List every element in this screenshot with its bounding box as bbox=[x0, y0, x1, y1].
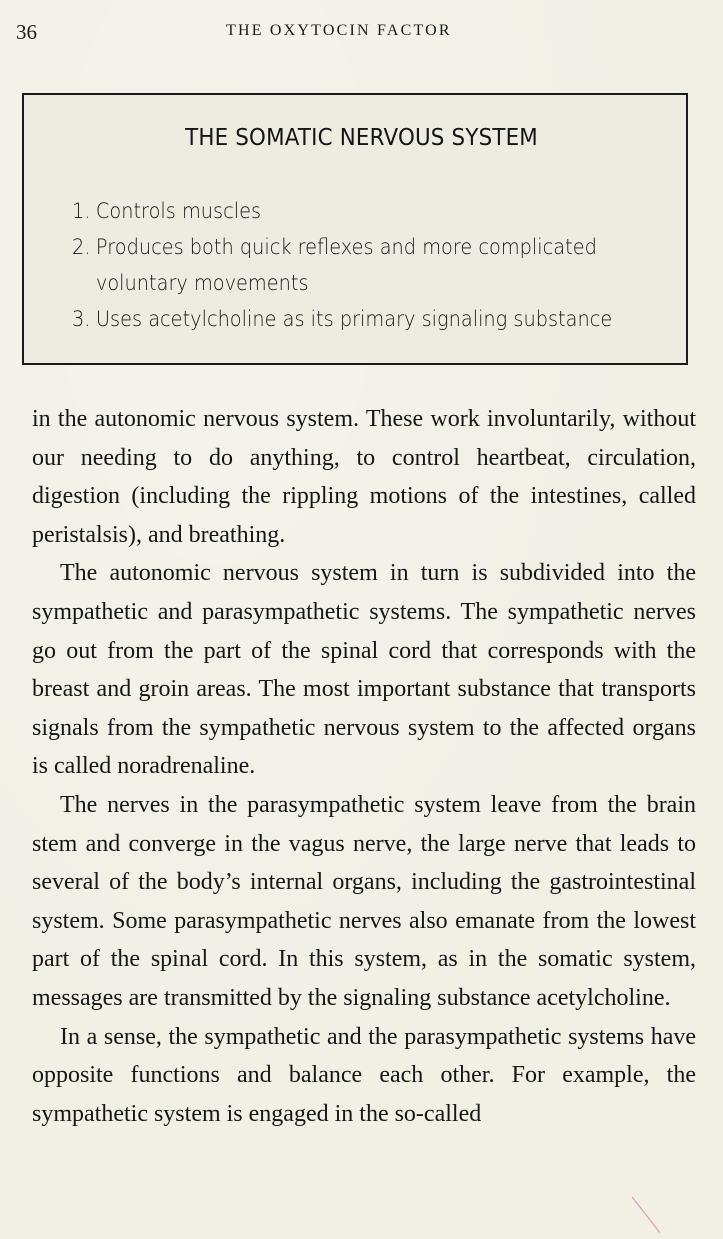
list-number: 2. bbox=[72, 235, 91, 259]
paragraph: The nerves in the parasympathetic system leave from the brain stem and converge in the vagus nerve, the large nerve that leads to several of the body’s internal organs, including the gastrointestinal system. Some parasympathetic nerves also emanate from the lowest part of the spinal cord. In this system, as in the somatic system, messages are transmitted by the signaling substance acetylcholine. bbox=[32, 791, 696, 1011]
sidebar-box bbox=[22, 93, 688, 365]
body-text bbox=[32, 400, 696, 1133]
running-head bbox=[0, 18, 723, 48]
sidebar-list-item bbox=[72, 301, 666, 337]
page-number: 36 bbox=[16, 20, 37, 44]
paragraph: The autonomic nervous system in turn is subdivided into the sympathetic and parasympathetic systems. The sympathetic nerves go out from the part of the spinal cord that corresponds with the breast and groin areas. The most important substance that transports signals from the sympathetic nervous system to the affected organs is called noradrenaline. bbox=[32, 560, 696, 780]
list-number: 3. bbox=[72, 307, 91, 331]
sidebar-title: THE SOMATIC NERVOUS SYSTEM bbox=[185, 125, 538, 151]
sidebar-list bbox=[72, 193, 718, 337]
sidebar-list-item bbox=[72, 229, 666, 301]
list-text: Controls muscles bbox=[95, 199, 262, 223]
paragraph: in the autonomic nervous system. These work involuntarily, without our needing to do anything, to control heartbeat, circulation, digestion (including the rippling motions of the intestines, called peristalsis), and breathing. bbox=[32, 406, 696, 548]
list-text: Produces both quick reflexes and more complicated voluntary movements bbox=[95, 235, 597, 295]
sidebar-list-item bbox=[72, 193, 666, 229]
book-title: THE OXYTOCIN FACTOR bbox=[226, 22, 452, 39]
list-text: Uses acetylcholine as its primary signaling substance bbox=[95, 307, 613, 331]
list-number: 1. bbox=[72, 199, 91, 223]
paragraph: In a sense, the sympathetic and the parasympathetic systems have opposite functions and balance each other. For example, the sympathetic system is engaged in the so-called bbox=[32, 1023, 696, 1127]
pen-mark-icon bbox=[630, 1195, 670, 1235]
